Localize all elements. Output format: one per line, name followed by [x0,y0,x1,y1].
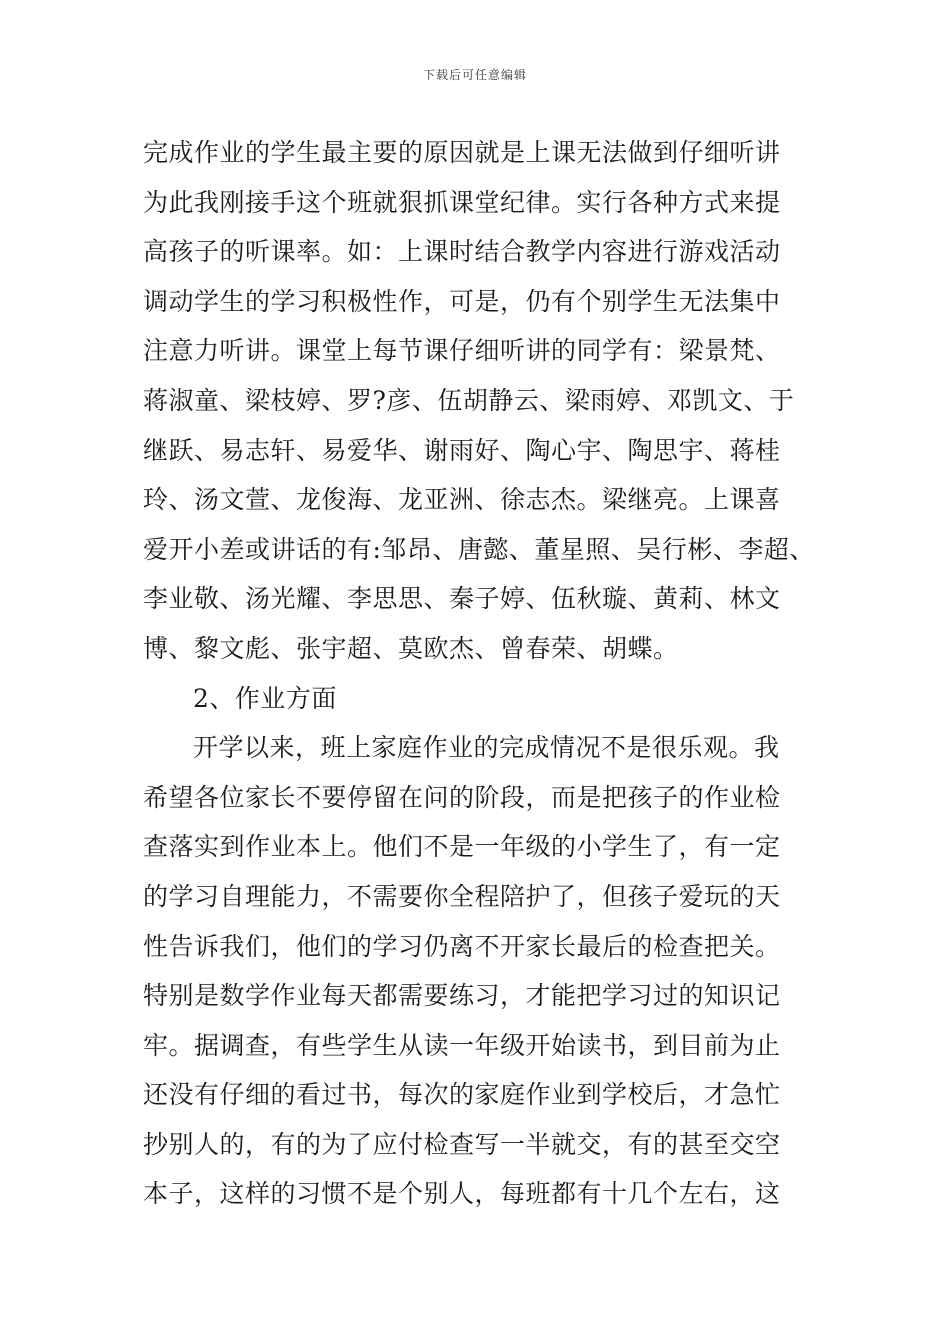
text-line: 本子，这样的习惯不是个别人，每班都有十几个左右，这 [143,1179,781,1209]
text-line: 完成作业的学生最主要的原因就是上课无法做到仔细听讲 [143,138,781,167]
text-line: 调动学生的学习积极性作，可是，仍有个别学生无法集中 [143,286,781,316]
text-line: 高孩子的听课率。如：上课时结合教学内容进行游戏活动 [143,237,781,267]
text-line: 查落实到作业本上。他们不是一年级的小学生了，有一定 [143,832,781,862]
text-line: 还没有仔细的看过书，每次的家庭作业到学校后，才急忙 [143,1080,781,1110]
page-header: 下载后可任意编辑 [422,68,527,82]
text-line: 李业敬、汤光耀、李思思、秦子婷、伍秋璇、黄莉、林文 [143,584,781,614]
text-line: 注意力听讲。课堂上每节课仔细听讲的同学有：梁景梵、 [143,336,781,366]
text-line: 继跃、易志轩、易爱华、谢雨好、陶心宇、陶思宇、蒋桂 [143,435,781,465]
text-line: 的学习自理能力，不需要你全程陪护了，但孩子爱玩的天 [143,881,781,911]
text-line: 希望各位家长不要停留在问的阶段，而是把孩子的作业检 [143,782,781,812]
text-line: 牢。据调查，有些学生从读一年级开始读书，到目前为止 [143,1030,781,1060]
section-heading: 2、作业方面 [193,683,337,713]
text-line: 性告诉我们，他们的学习仍离不开家长最后的检查把关。 [143,931,781,961]
text-line: 玲、汤文萱、龙俊海、龙亚洲、徐志杰。梁继亮。上课喜 [143,485,781,515]
paragraph-start-line: 开学以来，班上家庭作业的完成情况不是很乐观。我 [193,733,780,763]
document-body [143,128,813,1219]
text-line: 蒋淑童、梁枝婷、罗?彦、伍胡静云、梁雨婷、邓凯文、于 [143,385,795,415]
text-line: 爱开小差或讲话的有:邹昂、唐懿、董星照、吴行彬、李超、 [143,534,815,564]
text-line: 特别是数学作业每天都需要练习，才能把学习过的知识记 [143,981,781,1011]
text-line: 为此我刚接手这个班就狠抓课堂纪律。实行各种方式来提 [143,187,781,217]
text-line: 抄别人的，有的为了应付检查写一半就交，有的甚至交空 [143,1129,781,1159]
text-line: 博、黎文彪、张宇超、莫欧杰、曾春荣、胡蝶。 [143,633,679,663]
